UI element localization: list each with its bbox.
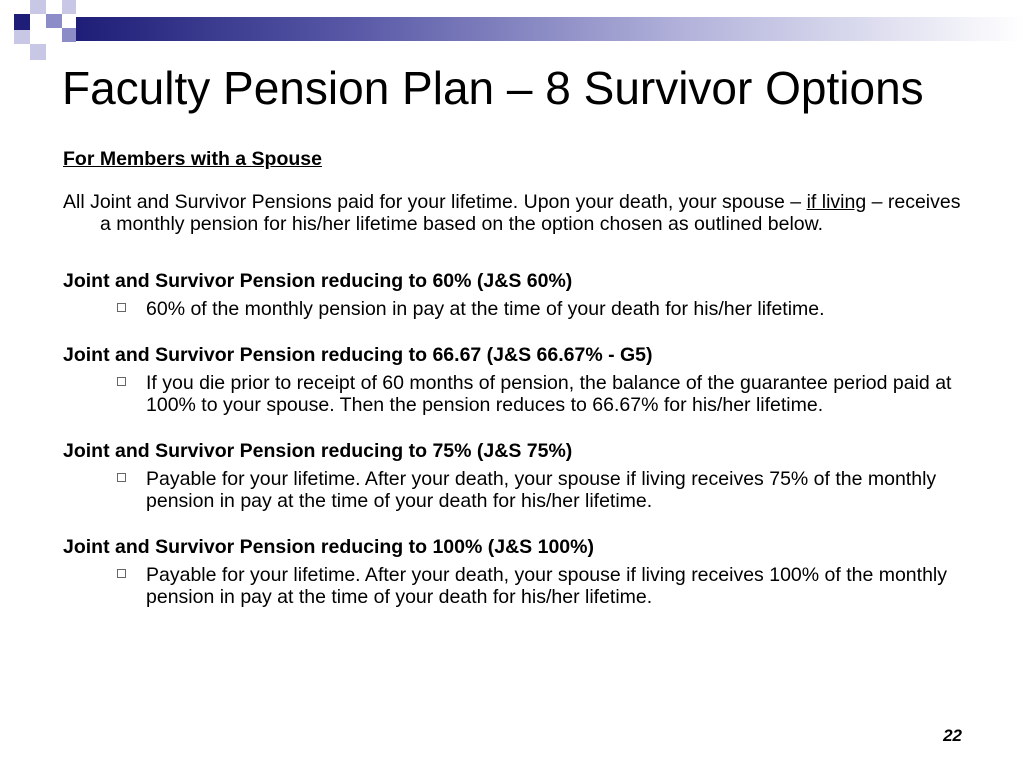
square-bullet-icon xyxy=(117,303,126,312)
section-subheading: For Members with a Spouse xyxy=(63,148,322,170)
slide-body xyxy=(63,148,968,632)
square-bullet-icon xyxy=(117,473,126,482)
deco-square-light xyxy=(62,0,76,14)
intro-text-underlined: if living xyxy=(806,191,867,213)
option-bullet-text: Payable for your lifetime. After your death, your spouse if living receives 75% of the monthly pension in pay at the time of your death for his/her lifetime. xyxy=(146,468,937,512)
slide-title: Faculty Pension Plan – 8 Survivor Options xyxy=(62,62,924,114)
deco-square-mid xyxy=(62,28,76,42)
deco-square-light xyxy=(14,30,30,44)
option-heading: Joint and Survivor Pension reducing to 75% (J&S 75%) xyxy=(63,440,573,462)
option-bullet-text: Payable for your lifetime. After your death, your spouse if living receives 100% of the monthly pension in pay at the time of your death for his/her lifetime. xyxy=(146,564,947,608)
deco-square-mid xyxy=(46,14,62,28)
option-bullet xyxy=(63,468,968,512)
square-bullet-icon xyxy=(117,377,126,386)
header-gradient-bar xyxy=(76,17,1024,41)
intro-text-start: All Joint and Survivor Pensions paid for your lifetime. Upon your death, your spouse – xyxy=(63,191,807,213)
page-number: 22 xyxy=(943,726,962,745)
option-item xyxy=(63,344,968,416)
option-item xyxy=(63,536,968,608)
option-heading: Joint and Survivor Pension reducing to 66.67 (J&S 66.67% - G5) xyxy=(63,344,653,366)
option-item xyxy=(63,440,968,512)
deco-square-dark xyxy=(14,14,30,30)
intro-paragraph xyxy=(63,191,968,235)
deco-square-light xyxy=(30,0,46,14)
option-bullet-text: 60% of the monthly pension in pay at the time of your death for his/her lifetime. xyxy=(146,298,825,320)
intro-text-end: – receives a monthly pension for his/her lifetime based on the option chosen as outlined below. xyxy=(100,191,961,235)
option-bullet xyxy=(63,298,968,320)
option-bullet xyxy=(63,564,968,608)
square-bullet-icon xyxy=(117,569,126,578)
option-bullet xyxy=(63,372,968,416)
deco-square-light xyxy=(30,44,46,60)
option-bullet-text: If you die prior to receipt of 60 months of pension, the balance of the guarantee period paid at 100% to your spouse. Then the pension reduces to 66.67% for his/her lifetime. xyxy=(146,372,952,416)
option-heading: Joint and Survivor Pension reducing to 100% (J&S 100%) xyxy=(63,536,594,558)
option-item xyxy=(63,270,968,320)
option-heading: Joint and Survivor Pension reducing to 60% (J&S 60%) xyxy=(63,270,573,292)
